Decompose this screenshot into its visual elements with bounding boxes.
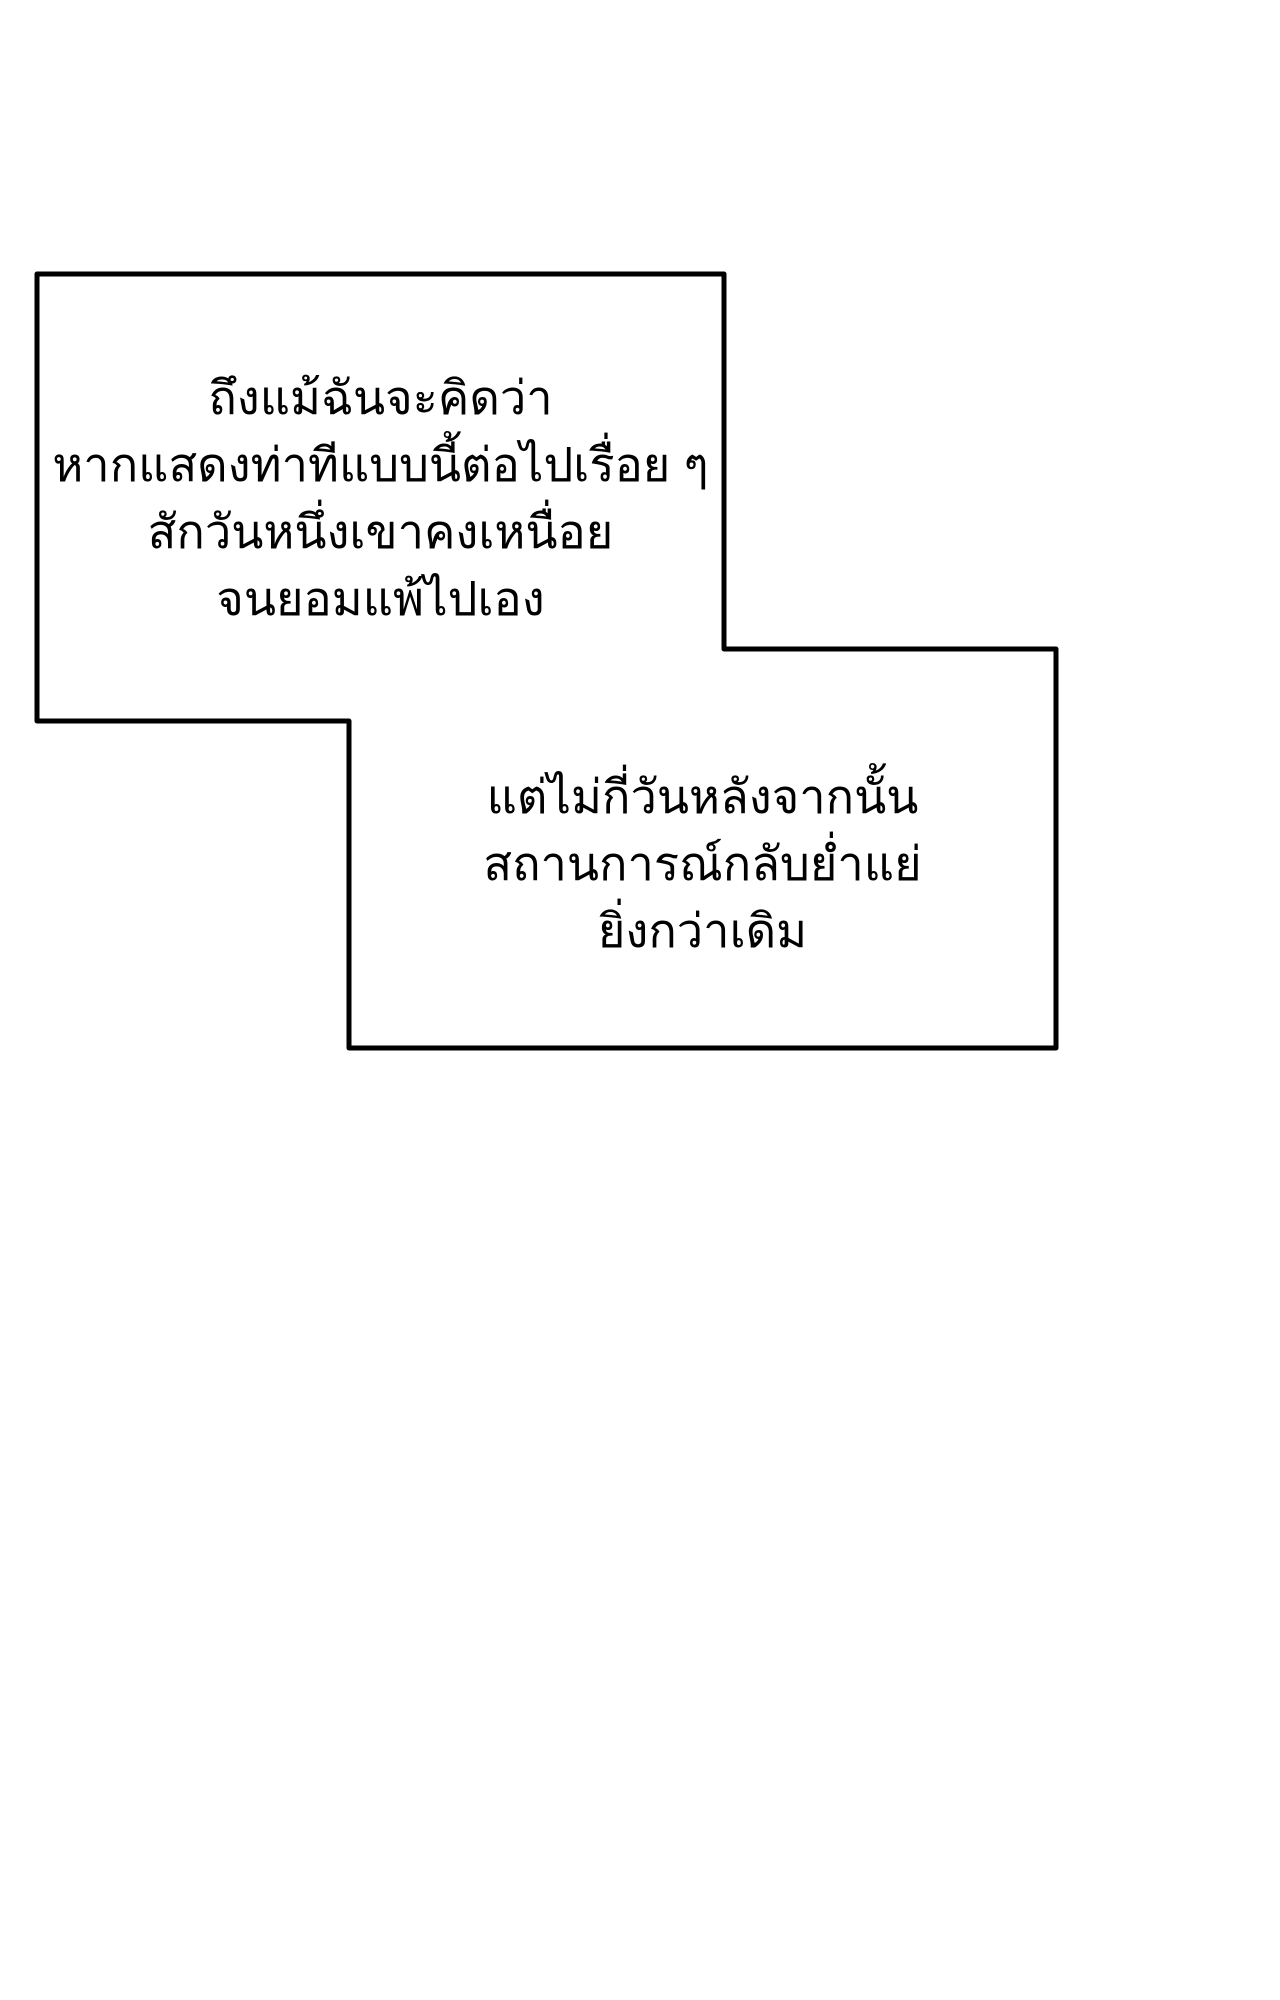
narration-top-line-3: สักวันหนึ่งเขาคงเหนื่อย	[147, 504, 614, 558]
narration-bottom-line-3: ยิ่งกว่าเดิม	[597, 904, 808, 957]
narration-top-line-2: หากแสดงท่าทีแบบนี้ต่อไปเรื่อย ๆ	[52, 437, 709, 491]
narration-box-bottom	[349, 649, 1056, 1048]
narration-top-line-4: จนยอมแพ้ไปเอง	[216, 571, 545, 625]
narration-bottom-line-2: สถานการณ์กลับย่ำแย่	[483, 837, 922, 890]
narration-bottom-line-1: แต่ไม่กี่วันหลังจากนั้น	[486, 770, 919, 823]
narration-top-line-1: ถึงแม้ฉันจะคิดว่า	[208, 370, 553, 424]
